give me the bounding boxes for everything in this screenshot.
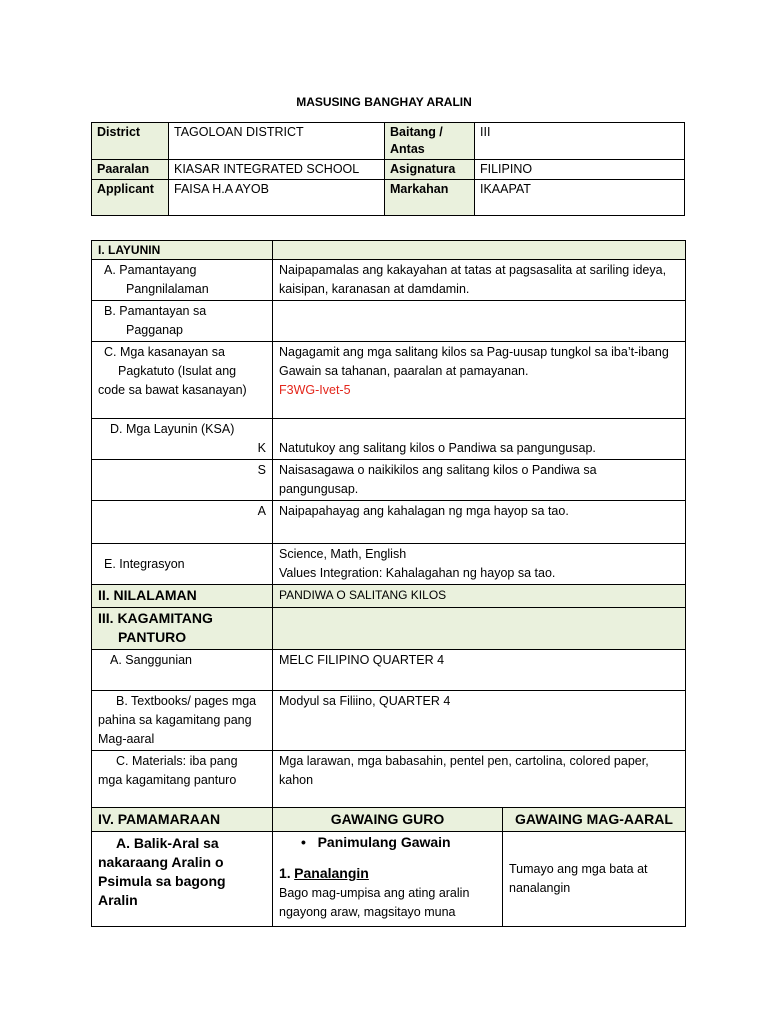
pagganap-label: B. Pamantayan sa Pagganap [92,301,273,342]
markahan-label: Markahan [385,180,475,216]
asignatura-label: Asignatura [385,160,475,180]
textbooks-row [92,691,686,751]
ksa-a-letter: A [92,501,273,544]
panalangin-text: Bago mag-umpisa ang ating aralin ngayong araw, magsitayo muna [279,886,470,919]
pamamaraan-header: IV. PAMAMARAAN [92,808,273,832]
panalangin-step: 1. Panalangin [279,865,369,881]
paaralan-label: Paaralan [92,160,169,180]
pamantayang-value: Naipapamalas ang kakayahan at tatas at pagsasalita at sariling ideya, kaisipan, karanasan at damdamin. [273,260,686,301]
nilalaman-value: PANDIWA O SALITANG KILOS [273,585,686,608]
ksa-a-value: Naipapahayag ang kahalagan ng mga hayop sa tao. [273,501,686,544]
gawaing-mag-aaral-cell: Tumayo ang mga bata at nanalangin [503,832,686,927]
ksa-a-row [92,501,686,544]
balik-aral-row [92,832,686,927]
panimula-item: • Panimulang Gawain [301,834,451,850]
gawaing-mag-aaral-header: GAWAING MAG-AARAL [503,808,686,832]
district-value: TAGOLOAN DISTRICT [169,123,385,160]
district-label: District [92,123,169,160]
baitang-label: Baitang / Antas [385,123,475,160]
textbooks-value: Modyul sa Filiino, QUARTER 4 [273,691,686,751]
bullet-icon: • [301,834,306,850]
asignatura-value: FILIPINO [475,160,685,180]
textbooks-label: B. Textbooks/ pages mga pahina sa kagamitang pang Mag-aaral [92,691,273,751]
integrasyon-value: Science, Math, English Values Integration: Kahalagahan ng hayop sa tao. [273,544,686,585]
integrasyon-row [92,544,686,585]
nilalaman-row [92,585,686,608]
materials-label: C. Materials: iba pang mga kagamitang panturo [92,751,273,808]
page-title: MASUSING BANGHAY ARALIN [296,95,472,109]
kasanayan-label: C. Mga kasanayan sa Pagkatuto (Isulat ang code sa bawat kasanayan) [92,342,273,419]
ksa-s-letter: S [92,460,273,501]
materials-value: Mga larawan, mga babasahin, pentel pen, cartolina, colored paper, kahon [273,751,686,808]
pamamaraan-row [92,808,686,832]
paaralan-value: KIASAR INTEGRATED SCHOOL [169,160,385,180]
ksa-s-value: Naisasagawa o naikikilos ang salitang kilos o Pandiwa sa pangungusap. [273,460,686,501]
applicant-label: Applicant [92,180,169,216]
ksa-label-cell: D. Mga Layunin (KSA) K [92,419,273,460]
pagganap-value [273,301,686,342]
ksa-s-row [92,460,686,501]
applicant-value: FAISA H.A AYOB [169,180,385,216]
pagganap-row [92,301,686,342]
gawaing-guro-cell [273,832,503,927]
sanggunian-label: A. Sanggunian [92,650,273,691]
integrasyon-label: E. Integrasyon [92,544,273,585]
pamantayang-label: A. Pamantayang Pangnilalaman [92,260,273,301]
info-table [91,122,685,216]
ksa-k-value: Natutukoy ang salitang kilos o Pandiwa sa pangungusap. [273,419,686,460]
baitang-value: III [475,123,685,160]
competency-code: F3WG-Ivet-5 [279,383,351,397]
materials-row [92,751,686,808]
kasanayan-value: Nagagamit ang mga salitang kilos sa Pag-uusap tungkol sa iba’t-ibang Gawain sa tahanan, paaralan at pamayanan. F3WG-Ivet-5 [273,342,686,419]
lesson-plan-table [91,240,686,927]
layunin-row [92,241,686,260]
nilalaman-header: II. NILALAMAN [92,585,273,608]
layunin-header: I. LAYUNIN [92,241,273,260]
sanggunian-row [92,650,686,691]
balik-aral-label: A. Balik-Aral sa nakaraang Aralin o Psimula sa bagong Aralin [92,832,273,927]
sanggunian-value: MELC FILIPINO QUARTER 4 [273,650,686,691]
kasanayan-row [92,342,686,419]
markahan-value: IKAAPAT [475,180,685,216]
gawaing-guro-header: GAWAING GURO [273,808,503,832]
ksa-k-row [92,419,686,460]
pamantayang-row [92,260,686,301]
kagamitang-row [92,608,686,650]
kagamitang-header: III. KAGAMITANG PANTURO [92,608,273,650]
